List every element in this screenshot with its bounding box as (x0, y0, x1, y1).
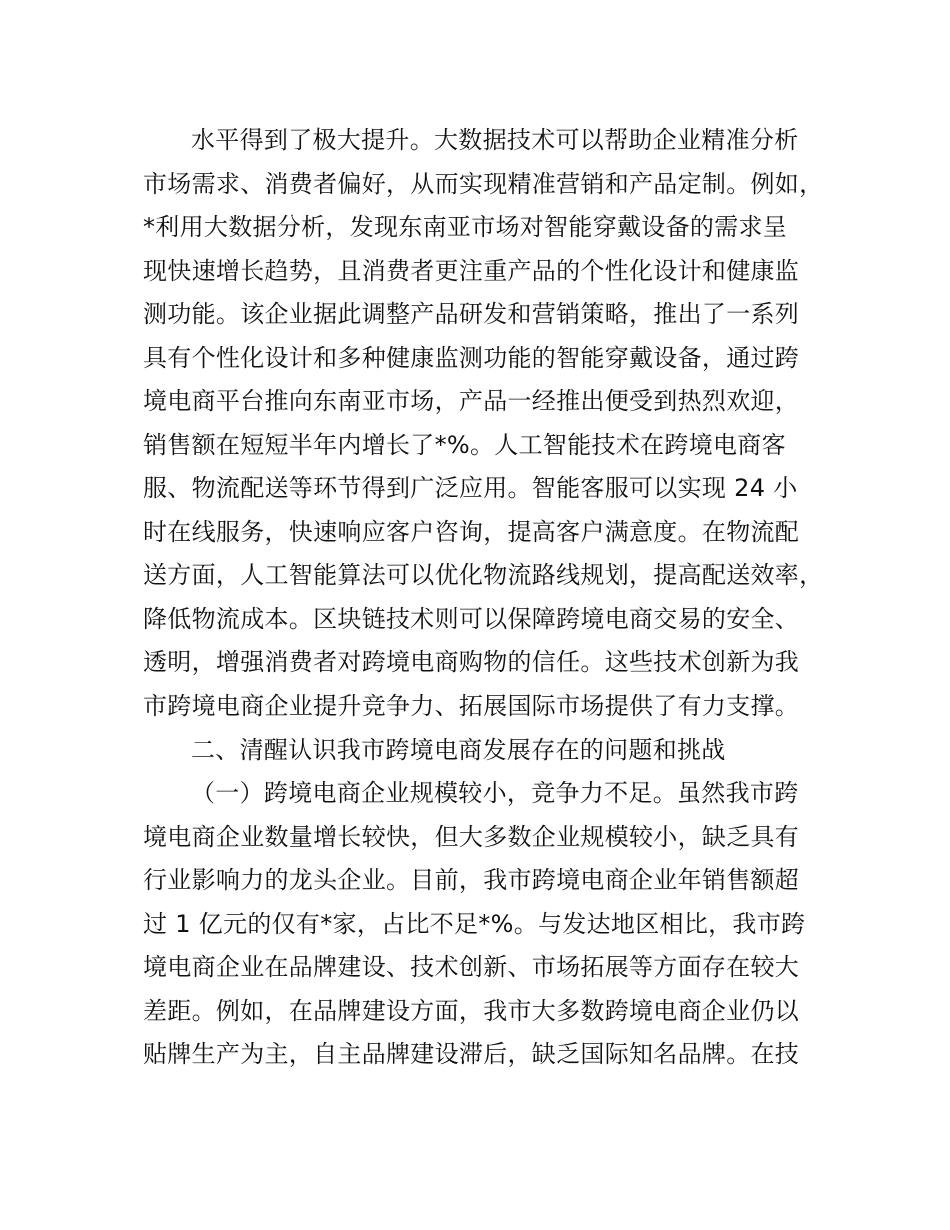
section-heading (143, 729, 833, 773)
paragraph-line: 境电商企业数量增长较快，但大多数企业规模较小，缺乏具有 (143, 822, 800, 851)
paragraph-line: *利用大数据分析，发现东南亚市场对智能穿戴设备的需求呈 (143, 213, 788, 241)
paragraph-line: （一）跨境电商企业规模较小，竞争力不足。虽然我市跨 (191, 779, 799, 807)
subsection-paragraph (143, 772, 833, 1077)
section-heading-text: 二、清醒认识我市跨境电商发展存在的问题和挑战 (191, 736, 726, 764)
paragraph-line: 销售额在短短半年内增长了*%。人工智能技术在跨境电商客 (143, 430, 786, 459)
paragraph-line: 水平得到了极大提升。大数据技术可以帮助企业精准分析 (191, 126, 799, 154)
paragraph-line: 具有个性化设计和多种健康监测功能的智能穿戴设备，通过跨 (143, 343, 800, 372)
paragraph-line: 境电商企业在品牌建设、技术创新、市场拓展等方面存在较大 (143, 953, 800, 981)
paragraph-line: 测功能。该企业据此调整产品研发和营销策略，推出了一系列 (143, 300, 800, 328)
paragraph-line: 境电商平台推向东南亚市场，产品一经推出便受到热烈欢迎， (143, 387, 800, 415)
paragraph-line: 现快速增长趋势，且消费者更注重产品的个性化设计和健康监 (143, 256, 800, 285)
paragraph-line: 行业影响力的龙头企业。目前，我市跨境电商企业年销售额超 (143, 866, 800, 894)
paragraph-line: 时在线服务，快速响应客户咨询，提高客户满意度。在物流配 (143, 517, 800, 546)
paragraph-line: 透明，增强消费者对跨境电商购物的信任。这些技术创新为我 (143, 648, 800, 676)
paragraph-line: 降低物流成本。区块链技术则可以保障跨境电商交易的安全、 (143, 604, 800, 633)
body-paragraph-continuation (143, 119, 833, 728)
paragraph-line: 市跨境电商企业提升竞争力、拓展国际市场提供了有力支撑。 (143, 691, 800, 720)
paragraph-line: 贴牌生产为主，自主品牌建设滞后，缺乏国际知名品牌。在技 (143, 1040, 800, 1068)
paragraph-line: 送方面，人工智能算法可以优化物流路线规划，提高配送效率， (143, 561, 824, 589)
paragraph-line: 过 1 亿元的仅有*家，占比不足*%。与发达地区相比，我市跨 (143, 909, 806, 938)
paragraph-line: 服、物流配送等环节得到广泛应用。智能客服可以实现 24 小 (143, 474, 798, 502)
paragraph-line: 市场需求、消费者偏好，从而实现精准营销和产品定制。例如， (143, 169, 824, 198)
paragraph-line: 差距。例如，在品牌建设方面，我市大多数跨境电商企业仍以 (143, 996, 800, 1025)
